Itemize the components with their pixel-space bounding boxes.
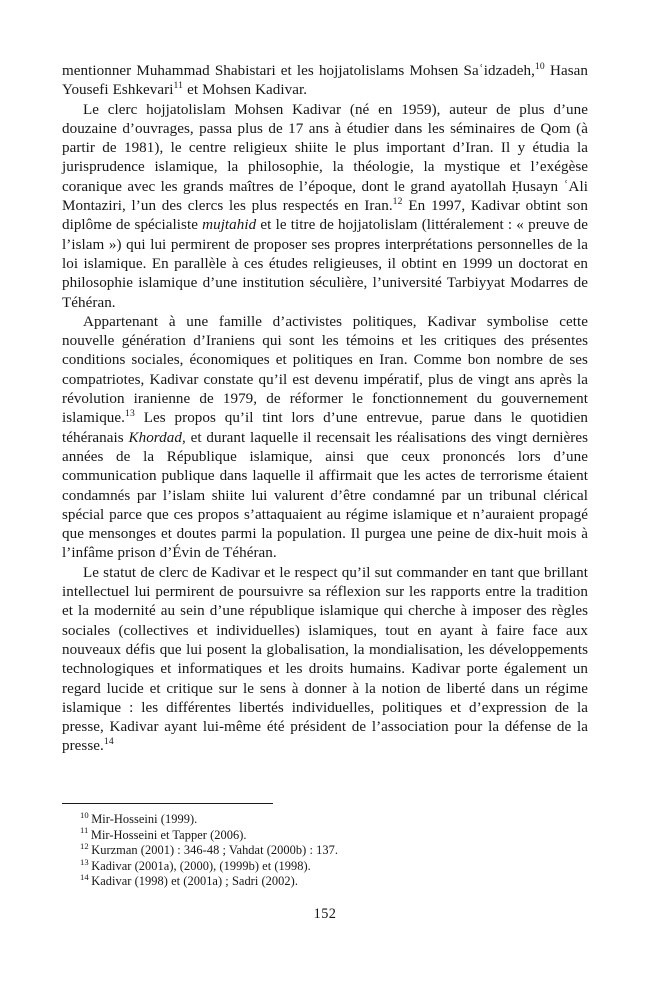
footnote-reference-marker[interactable]: 14	[103, 736, 114, 748]
footnote-number[interactable]: 10	[80, 809, 89, 820]
footnote-number[interactable]: 12	[80, 841, 89, 852]
footnote-list	[80, 809, 580, 890]
body-paragraph-list	[62, 62, 588, 757]
text-run: Les propos qu’il tint lors d’une entrevue, parue dans le quotidien téhéranais	[62, 410, 588, 446]
text-run: Hasan Yousefi Eshkevari	[62, 63, 588, 99]
italic-term: Khordad	[128, 429, 182, 446]
text-run: Le statut de clerc de Kadivar et le respect qu’il sut commander en tant que brillant intellectuel lui permirent de poursuivre sa réflexion sur les rapports entre la tradition et la modernité au sein d’une république islamique qui cherche à imposer des règles sociales (collectives et individuelles) islamiques, tout en ayant à faire face aux nouveaux défis que lui posent la globalisation, la mondialisation, les développements technologiques et informatiques et les droits humains. Kadivar porte également un regard lucide et critique sur le sens à donner à la notion de liberté dans un régime islamique : les différentes libertés individuelles, politiques et d’expression de la presse, Kadivar ayant lui-même été président de l’association pour la défense de la presse.	[62, 564, 588, 755]
page-number: 152	[313, 906, 337, 922]
page-body-text	[62, 62, 588, 757]
body-paragraph	[62, 564, 588, 757]
footnote-entry	[80, 843, 580, 859]
text-run: et Mohsen Kadivar.	[183, 82, 308, 99]
footnote-entry	[80, 825, 580, 844]
body-paragraph	[62, 101, 588, 313]
footnote-number[interactable]: 13	[80, 856, 89, 867]
body-paragraph	[62, 313, 588, 564]
text-run: Appartenant à une famille d’activistes politiques, Kadivar symbolise cette nouvelle génération d’Iraniens qui sont les témoins et les critiques des présentes conditions sociales, économiques et politiques en Iran. Comme bon nombre de ses compatriotes, Kadivar constate qu’il est devenu impératif, plus de vingt ans après la révolution iranienne de 1979, de réformer le fonctionnement du gouvernement islamique.	[62, 313, 588, 427]
footnote-number[interactable]: 14	[80, 872, 89, 883]
footnote-text: Kurzman (2001) : 346-48 ; Vahdat (2000b) : 137.	[91, 843, 338, 858]
footnote-separator-rule	[62, 803, 273, 804]
body-paragraph	[62, 62, 588, 101]
footnote-entry	[80, 809, 580, 828]
footnote-number[interactable]: 11	[80, 825, 89, 836]
footnote-entry	[80, 856, 580, 875]
text-run: mentionner Muhammad Shabistari et les hojjatolislams Mohsen Saʿidzadeh,	[62, 63, 535, 79]
footnote-reference-marker[interactable]: 12	[392, 196, 403, 208]
footnote-text: Kadivar (1998) et (2001a) ; Sadri (2002).	[91, 874, 298, 889]
text-run: En 1997, Kadivar obtint son diplôme de spécialiste	[62, 198, 589, 234]
text-run: et le titre de hojjatolislam (littéralement : « preuve de l’islam ») qui lui permirent de proposer ses propres interprétations personnelles de la loi islamique. En parallèle à ces études religieuses, il obtint en 1999 un doctorat en philosophie islamique d’une institution séculière, l’université Tarbiyyat Modarres de Téhéran.	[62, 217, 588, 311]
footnote-reference-marker[interactable]: 10	[534, 60, 545, 72]
footnote-reference-marker[interactable]: 13	[124, 408, 135, 420]
footnote-text: Mir-Hosseini et Tapper (2006).	[90, 827, 247, 842]
text-run: , et durant laquelle il recensait les réalisations des vingt dernières années de la République islamique, ainsi que ceux prononcés lors d’une communication publique dans laquelle il affirmait que les actes de terrorisme étaient condamnés par l’islam shiite lui valurent d’être condamné par un tribunal clérical spécial parce que ces propos s’attaquaient au régime islamique et n’auraient propagé que mensonges et doutes parmi la population. Il purgea une peine de dix-huit mois à l’infâme prison d’Évin de Téhéran.	[62, 429, 588, 562]
footnote-text: Kadivar (2001a), (2000), (1999b) et (1998).	[91, 858, 311, 873]
italic-term: mujtahid	[202, 217, 257, 234]
footnote-reference-marker[interactable]: 11	[173, 80, 184, 92]
footnote-text: Mir-Hosseini (1999).	[91, 812, 198, 826]
footnote-entry	[80, 874, 580, 890]
text-run: Le clerc hojjatolislam Mohsen Kadivar (né en 1959), auteur de plus d’une douzaine d’ouvrages, passa plus de 17 ans à étudier dans les séminaires de Qom (à partir de 1981), le centre religieux shiite le plus important d’Iran. Il y étudia la jurisprudence islamique, la philosophie, la théologie, la mystique et l’exégèse coranique avec les grands maîtres de l’époque, dont le grand ayatollah Ḥusayn ʿAli Montaziri, l’un des clercs les plus respectés en Iran.	[62, 101, 588, 215]
